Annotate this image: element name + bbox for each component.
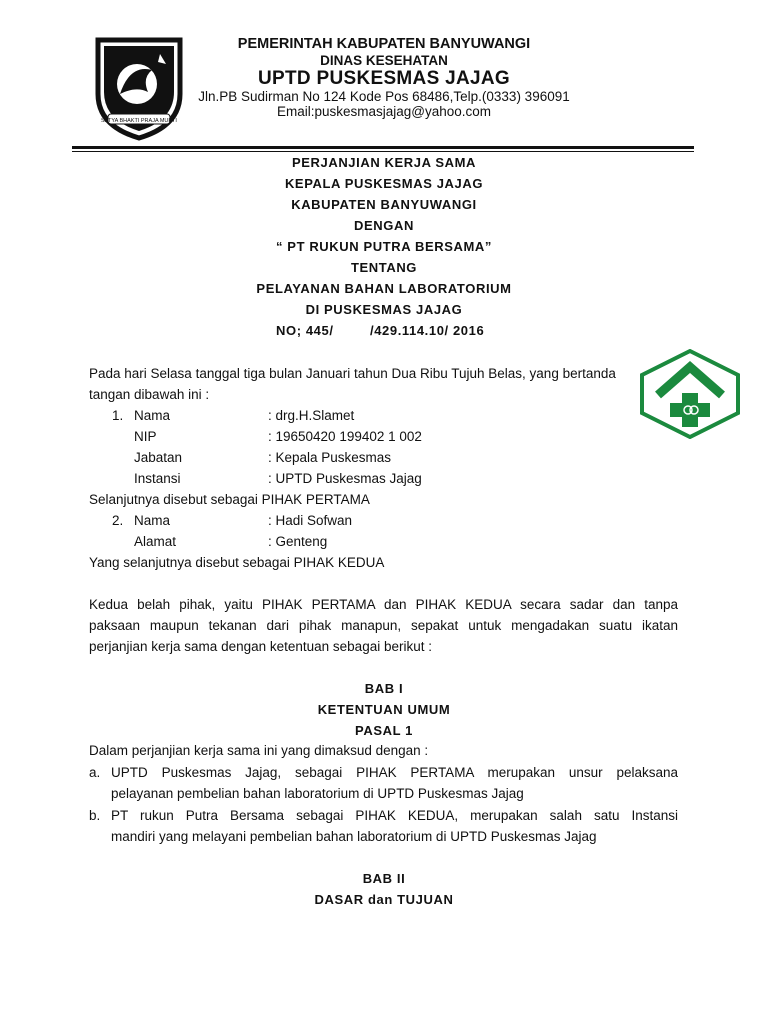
pasal1-item-b-line-2: mandiri yang melayani pembelian bahan laboratorium di UPTD Puskesmas Jajag	[111, 829, 597, 844]
party1-nip-label: NIP	[134, 429, 157, 444]
pasal1-item-b-line-1: PT rukun Putra Bersama sebagai PIHAK KEDUA, merupakan salah satu Instansi	[111, 808, 678, 823]
party1-institution-label: Instansi	[134, 471, 181, 486]
party2-name-value: : Hadi Sofwan	[268, 513, 353, 528]
bab2-heading: BAB II	[362, 871, 406, 886]
letterhead-department: DINAS KESEHATAN	[320, 53, 448, 68]
party1-name-label: Nama	[134, 408, 171, 423]
intro-line-2: tangan dibawah ini :	[89, 387, 210, 402]
title-line-5: “ PT RUKUN PUTRA BERSAMA”	[275, 239, 493, 254]
letterhead-government: PEMERINTAH KABUPATEN BANYUWANGI	[237, 36, 531, 52]
pasal1-item-a-line-1: UPTD Puskesmas Jajag, sebagai PIHAK PERTAMA merupakan unsur pelaksana	[111, 765, 678, 780]
party1-position-label: Jabatan	[134, 450, 183, 465]
party2-closing: Yang selanjutnya disebut sebagai PIHAK KEDUA	[89, 555, 385, 570]
party1-name-value: : drg.H.Slamet	[268, 408, 355, 423]
party2-address-label: Alamat	[134, 534, 177, 549]
party1-position-value: : Kepala Puskesmas	[268, 450, 392, 465]
svg-text:SATYA BHAKTI PRAJA MUKTI: SATYA BHAKTI PRAJA MUKTI	[101, 118, 177, 124]
document-number-label: NO; 445/	[276, 323, 334, 338]
pasal1-item-a-marker: a.	[89, 765, 101, 780]
header-divider-thick	[72, 146, 694, 149]
agreement-line-2: paksaan maupun tekanan dari pihak manapun, sepakat untuk mengadakan suatu ikatan	[89, 618, 678, 633]
title-line-3: KABUPATEN BANYUWANGI	[291, 197, 477, 212]
pasal1-intro: Dalam perjanjian kerja sama ini yang dimaksud dengan :	[89, 743, 429, 758]
puskesmas-logo	[640, 349, 740, 439]
bab1-heading: BAB I	[364, 681, 404, 696]
letterhead-institution: UPTD PUSKESMAS JAJAG	[258, 68, 510, 89]
agreement-line-3: perjanjian kerja sama dengan ketentuan sebagai berikut :	[89, 639, 432, 654]
title-line-7: PELAYANAN BAHAN LABORATORIUM	[256, 281, 512, 296]
pasal1-item-b-marker: b.	[89, 808, 101, 823]
party2-number: 2.	[112, 513, 124, 528]
title-line-2: KEPALA PUSKESMAS JAJAG	[284, 176, 484, 191]
party1-institution-value: : UPTD Puskesmas Jajag	[268, 471, 422, 486]
title-line-6: TENTANG	[350, 260, 418, 275]
pasal1-item-a-line-2: pelayanan pembelian bahan laboratorium di UPTD Puskesmas Jajag	[111, 786, 524, 801]
party1-closing: Selanjutnya disebut sebagai PIHAK PERTAMA	[89, 492, 370, 507]
title-line-1: PERJANJIAN KERJA SAMA	[291, 155, 477, 170]
letterhead-address: Jln.PB Sudirman No 124 Kode Pos 68486,Telp.(0333) 396091	[198, 89, 570, 104]
party2-name-label: Nama	[134, 513, 171, 528]
party1-number: 1.	[112, 408, 124, 423]
header-divider-thin	[72, 151, 694, 152]
title-line-8: DI PUSKESMAS JAJAG	[305, 302, 463, 317]
title-line-4: DENGAN	[354, 218, 414, 233]
letterhead-email: Email:puskesmasjajag@yahoo.com	[276, 104, 492, 119]
agreement-line-1: Kedua belah pihak, yaitu PIHAK PERTAMA dan PIHAK KEDUA secara sadar dan tanpa	[89, 597, 678, 612]
document-number-rest: /429.114.10/ 2016	[370, 323, 485, 338]
bab1-title: KETENTUAN UMUM	[317, 702, 451, 717]
party2-address-value: : Genteng	[268, 534, 328, 549]
bab2-title: DASAR dan TUJUAN	[314, 892, 454, 907]
intro-line-1: Pada hari Selasa tanggal tiga bulan Januari tahun Dua Ribu Tujuh Belas, yang bertanda	[89, 366, 616, 381]
party1-nip-value: : 19650420 199402 1 002	[268, 429, 422, 444]
pasal1-heading: PASAL 1	[355, 723, 413, 738]
